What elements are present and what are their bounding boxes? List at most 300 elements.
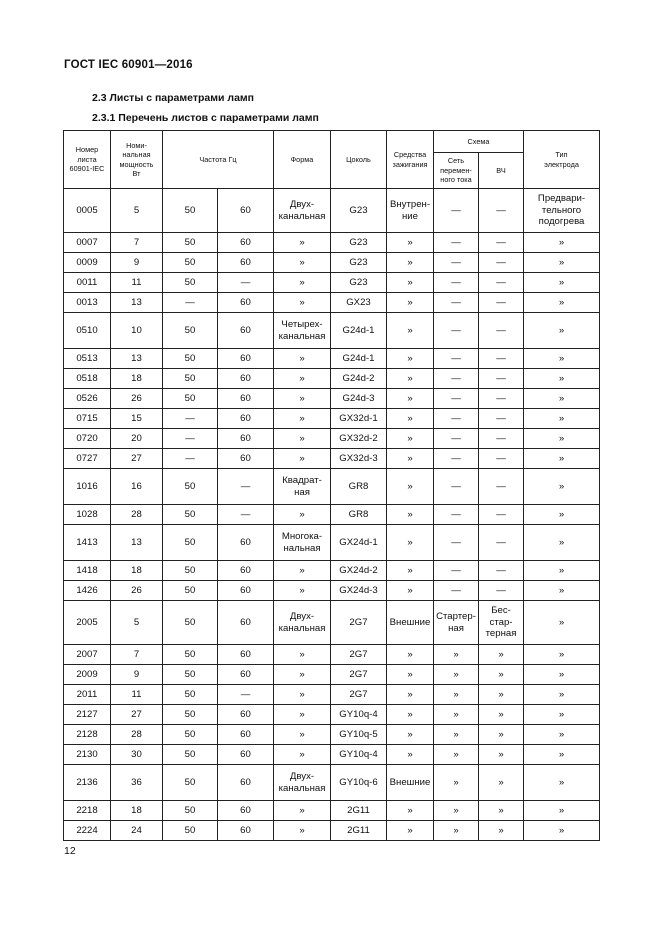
cell-sheet-number: 0005: [64, 189, 111, 233]
cell-frequency-60: 60: [218, 253, 274, 273]
cell-frequency-50: 50: [163, 253, 218, 273]
cell-electrode-type: »: [524, 253, 600, 273]
cell-sheet-number: 0013: [64, 293, 111, 313]
cell-scheme-hf: »: [479, 665, 524, 685]
cell-rated-power: 27: [111, 449, 163, 469]
cell-frequency-50: 50: [163, 665, 218, 685]
cell-frequency-50: 50: [163, 821, 218, 841]
cell-frequency-60: 60: [218, 189, 274, 233]
cell-sheet-number: 2011: [64, 685, 111, 705]
cell-sheet-number: 0518: [64, 369, 111, 389]
cell-form: Двух- канальная: [274, 189, 331, 233]
cell-electrode-type: »: [524, 821, 600, 841]
cell-scheme-hf: »: [479, 821, 524, 841]
cell-cap: G23: [331, 233, 387, 253]
cell-electrode-type: »: [524, 273, 600, 293]
cell-scheme-ac: —: [434, 273, 479, 293]
cell-electrode-type: »: [524, 469, 600, 505]
cell-ignition-means: Внутрен- ние: [387, 189, 434, 233]
cell-rated-power: 5: [111, 601, 163, 645]
table-row: [64, 645, 600, 665]
cell-sheet-number: 1418: [64, 561, 111, 581]
table-row: [64, 293, 600, 313]
table-row: [64, 801, 600, 821]
cell-scheme-hf: »: [479, 801, 524, 821]
cell-frequency-50: 50: [163, 273, 218, 293]
cell-scheme-hf: —: [479, 313, 524, 349]
cell-rated-power: 18: [111, 369, 163, 389]
cell-cap: GX24d-3: [331, 581, 387, 601]
cell-frequency-50: 50: [163, 745, 218, 765]
cell-scheme-hf: —: [479, 505, 524, 525]
cell-ignition-means: Внешние: [387, 765, 434, 801]
cell-ignition-means: »: [387, 233, 434, 253]
cell-rated-power: 5: [111, 189, 163, 233]
cell-form: »: [274, 273, 331, 293]
cell-frequency-60: 60: [218, 821, 274, 841]
cell-electrode-type: »: [524, 429, 600, 449]
cell-form: »: [274, 821, 331, 841]
cell-scheme-ac: —: [434, 429, 479, 449]
cell-form: »: [274, 293, 331, 313]
cell-frequency-50: 50: [163, 581, 218, 601]
cell-cap: GY10q-5: [331, 725, 387, 745]
table-row: [64, 349, 600, 369]
cell-scheme-hf: —: [479, 469, 524, 505]
cell-form: »: [274, 449, 331, 469]
cell-frequency-50: 50: [163, 389, 218, 409]
cell-sheet-number: 0720: [64, 429, 111, 449]
cell-rated-power: 18: [111, 561, 163, 581]
cell-electrode-type: »: [524, 389, 600, 409]
cell-sheet-number: 1426: [64, 581, 111, 601]
cell-frequency-60: 60: [218, 581, 274, 601]
cell-scheme-ac: »: [434, 801, 479, 821]
cell-frequency-50: 50: [163, 765, 218, 801]
cell-sheet-number: 2127: [64, 705, 111, 725]
cell-electrode-type: »: [524, 645, 600, 665]
cell-ignition-means: »: [387, 273, 434, 293]
cell-ignition-means: »: [387, 525, 434, 561]
cell-frequency-60: 60: [218, 705, 274, 725]
cell-frequency-50: 50: [163, 685, 218, 705]
cell-rated-power: 13: [111, 525, 163, 561]
cell-frequency-60: 60: [218, 601, 274, 645]
cell-frequency-60: 60: [218, 765, 274, 801]
cell-rated-power: 28: [111, 725, 163, 745]
table-row: [64, 253, 600, 273]
cell-electrode-type: »: [524, 581, 600, 601]
cell-ignition-means: »: [387, 705, 434, 725]
cell-scheme-ac: —: [434, 449, 479, 469]
cell-ignition-means: »: [387, 505, 434, 525]
cell-cap: GX23: [331, 293, 387, 313]
cell-scheme-ac: —: [434, 469, 479, 505]
page-number: 12: [64, 845, 76, 857]
table-row: [64, 705, 600, 725]
cell-frequency-60: 60: [218, 745, 274, 765]
cell-scheme-hf: »: [479, 645, 524, 665]
cell-sheet-number: 0715: [64, 409, 111, 429]
cell-scheme-ac: —: [434, 233, 479, 253]
cell-ignition-means: »: [387, 645, 434, 665]
cell-ignition-means: »: [387, 449, 434, 469]
cell-frequency-60: 60: [218, 369, 274, 389]
cell-cap: G23: [331, 189, 387, 233]
cell-scheme-hf: »: [479, 745, 524, 765]
cell-scheme-ac: »: [434, 645, 479, 665]
cell-cap: GX32d-2: [331, 429, 387, 449]
cell-scheme-ac: —: [434, 581, 479, 601]
cell-scheme-hf: —: [479, 525, 524, 561]
table-row: [64, 429, 600, 449]
cell-frequency-60: 60: [218, 665, 274, 685]
cell-ignition-means: »: [387, 725, 434, 745]
cell-form: »: [274, 505, 331, 525]
cell-form: »: [274, 725, 331, 745]
cell-scheme-ac: —: [434, 189, 479, 233]
cell-frequency-60: 60: [218, 313, 274, 349]
cell-sheet-number: 2007: [64, 645, 111, 665]
cell-cap: G24d-3: [331, 389, 387, 409]
cell-form: »: [274, 349, 331, 369]
cell-electrode-type: »: [524, 765, 600, 801]
cell-rated-power: 15: [111, 409, 163, 429]
cell-frequency-50: 50: [163, 645, 218, 665]
cell-frequency-50: 50: [163, 561, 218, 581]
cell-frequency-50: —: [163, 449, 218, 469]
table-row: [64, 665, 600, 685]
cell-ignition-means: »: [387, 821, 434, 841]
table-body: [64, 189, 600, 841]
table-row: [64, 369, 600, 389]
cell-form: Четырех- канальная: [274, 313, 331, 349]
cell-scheme-hf: »: [479, 685, 524, 705]
cell-frequency-50: —: [163, 293, 218, 313]
cell-cap: 2G7: [331, 645, 387, 665]
cell-sheet-number: 2128: [64, 725, 111, 745]
cell-frequency-60: 60: [218, 561, 274, 581]
header-rated-power: Номи- нальная мощность Вт: [111, 131, 163, 189]
cell-rated-power: 24: [111, 821, 163, 841]
cell-scheme-hf: —: [479, 581, 524, 601]
table-row: [64, 581, 600, 601]
cell-electrode-type: »: [524, 233, 600, 253]
cell-form: »: [274, 561, 331, 581]
cell-sheet-number: 1413: [64, 525, 111, 561]
table-row: [64, 449, 600, 469]
cell-electrode-type: »: [524, 685, 600, 705]
cell-sheet-number: 1028: [64, 505, 111, 525]
table-row: [64, 189, 600, 233]
cell-frequency-60: —: [218, 273, 274, 293]
cell-form: »: [274, 705, 331, 725]
table-row: [64, 273, 600, 293]
header-form: Форма: [274, 131, 331, 189]
table-row: [64, 313, 600, 349]
cell-frequency-60: 60: [218, 449, 274, 469]
cell-scheme-ac: —: [434, 525, 479, 561]
cell-rated-power: 7: [111, 233, 163, 253]
cell-scheme-ac: —: [434, 409, 479, 429]
cell-electrode-type: »: [524, 525, 600, 561]
cell-electrode-type: »: [524, 665, 600, 685]
cell-sheet-number: 2136: [64, 765, 111, 801]
cell-electrode-type: Предвари- тельного подогрева: [524, 189, 600, 233]
cell-sheet-number: 2218: [64, 801, 111, 821]
cell-frequency-60: —: [218, 505, 274, 525]
cell-ignition-means: »: [387, 389, 434, 409]
cell-ignition-means: »: [387, 801, 434, 821]
cell-cap: 2G7: [331, 685, 387, 705]
cell-rated-power: 9: [111, 253, 163, 273]
section-heading-2-3: 2.3 Листы с параметрами ламп: [92, 92, 255, 104]
cell-form: »: [274, 801, 331, 821]
cell-ignition-means: »: [387, 561, 434, 581]
cell-ignition-means: »: [387, 293, 434, 313]
cell-sheet-number: 0513: [64, 349, 111, 369]
cell-frequency-50: 50: [163, 313, 218, 349]
cell-scheme-hf: —: [479, 253, 524, 273]
cell-rated-power: 9: [111, 665, 163, 685]
cell-scheme-ac: —: [434, 253, 479, 273]
header-ac-network: Сеть перемен- ного тока: [434, 153, 479, 189]
cell-sheet-number: 0727: [64, 449, 111, 469]
cell-form: »: [274, 253, 331, 273]
cell-rated-power: 30: [111, 745, 163, 765]
cell-form: »: [274, 581, 331, 601]
cell-rated-power: 20: [111, 429, 163, 449]
cell-frequency-50: —: [163, 429, 218, 449]
cell-sheet-number: 2224: [64, 821, 111, 841]
table-row: [64, 685, 600, 705]
cell-frequency-50: 50: [163, 233, 218, 253]
header-high-frequency: ВЧ: [479, 153, 524, 189]
cell-sheet-number: 2130: [64, 745, 111, 765]
cell-frequency-50: 50: [163, 705, 218, 725]
cell-form: »: [274, 645, 331, 665]
header-electrode-type: Тип электрода: [524, 131, 600, 189]
cell-scheme-ac: —: [434, 369, 479, 389]
cell-scheme-ac: »: [434, 705, 479, 725]
cell-ignition-means: »: [387, 581, 434, 601]
cell-cap: GX32d-1: [331, 409, 387, 429]
cell-cap: G23: [331, 273, 387, 293]
cell-form: »: [274, 409, 331, 429]
cell-scheme-hf: »: [479, 725, 524, 745]
cell-electrode-type: »: [524, 449, 600, 469]
cell-cap: GY10q-4: [331, 705, 387, 725]
cell-cap: GX32d-3: [331, 449, 387, 469]
cell-scheme-ac: —: [434, 561, 479, 581]
cell-frequency-60: 60: [218, 293, 274, 313]
table-row: [64, 469, 600, 505]
cell-rated-power: 7: [111, 645, 163, 665]
cell-rated-power: 18: [111, 801, 163, 821]
cell-scheme-ac: »: [434, 685, 479, 705]
cell-rated-power: 11: [111, 273, 163, 293]
cell-sheet-number: 0011: [64, 273, 111, 293]
cell-ignition-means: »: [387, 469, 434, 505]
cell-cap: 2G7: [331, 601, 387, 645]
cell-cap: GY10q-4: [331, 745, 387, 765]
cell-frequency-60: 60: [218, 725, 274, 745]
cell-ignition-means: Внешние: [387, 601, 434, 645]
cell-form: »: [274, 745, 331, 765]
cell-rated-power: 11: [111, 685, 163, 705]
cell-scheme-ac: »: [434, 665, 479, 685]
cell-ignition-means: »: [387, 253, 434, 273]
cell-electrode-type: »: [524, 801, 600, 821]
cell-form: Двух- канальная: [274, 601, 331, 645]
cell-frequency-50: 50: [163, 469, 218, 505]
cell-rated-power: 27: [111, 705, 163, 725]
header-frequency: Частота Гц: [163, 131, 274, 189]
cell-scheme-ac: —: [434, 313, 479, 349]
cell-electrode-type: »: [524, 293, 600, 313]
cell-cap: 2G11: [331, 801, 387, 821]
cell-frequency-60: 60: [218, 645, 274, 665]
cell-form: »: [274, 233, 331, 253]
header-cap: Цоколь: [331, 131, 387, 189]
cell-cap: 2G11: [331, 821, 387, 841]
cell-rated-power: 10: [111, 313, 163, 349]
cell-scheme-ac: —: [434, 349, 479, 369]
cell-electrode-type: »: [524, 505, 600, 525]
cell-cap: 2G7: [331, 665, 387, 685]
cell-scheme-hf: —: [479, 349, 524, 369]
cell-rated-power: 26: [111, 389, 163, 409]
cell-scheme-hf: »: [479, 705, 524, 725]
cell-sheet-number: 0007: [64, 233, 111, 253]
cell-electrode-type: »: [524, 349, 600, 369]
cell-cap: GR8: [331, 505, 387, 525]
cell-form: Многока- нальная: [274, 525, 331, 561]
cell-sheet-number: 2009: [64, 665, 111, 685]
cell-electrode-type: »: [524, 313, 600, 349]
cell-cap: G24d-1: [331, 313, 387, 349]
table-row: [64, 561, 600, 581]
cell-cap: G24d-2: [331, 369, 387, 389]
cell-ignition-means: »: [387, 313, 434, 349]
cell-rated-power: 36: [111, 765, 163, 801]
cell-form: »: [274, 685, 331, 705]
cell-frequency-60: 60: [218, 409, 274, 429]
table-row: [64, 745, 600, 765]
cell-scheme-hf: —: [479, 293, 524, 313]
cell-scheme-ac: —: [434, 389, 479, 409]
cell-frequency-50: 50: [163, 369, 218, 389]
table-row: [64, 525, 600, 561]
cell-scheme-ac: —: [434, 505, 479, 525]
cell-ignition-means: »: [387, 369, 434, 389]
cell-form: Двух- канальная: [274, 765, 331, 801]
cell-ignition-means: »: [387, 665, 434, 685]
cell-scheme-hf: —: [479, 189, 524, 233]
cell-frequency-60: 60: [218, 429, 274, 449]
cell-scheme-ac: »: [434, 745, 479, 765]
cell-sheet-number: 1016: [64, 469, 111, 505]
header-sheet-number: Номер листа 60901-IEC: [64, 131, 111, 189]
cell-electrode-type: »: [524, 601, 600, 645]
header-ignition-means: Средства зажигания: [387, 131, 434, 189]
cell-scheme-hf: —: [479, 369, 524, 389]
cell-sheet-number: 0526: [64, 389, 111, 409]
table-row: [64, 409, 600, 429]
cell-sheet-number: 0009: [64, 253, 111, 273]
cell-rated-power: 13: [111, 293, 163, 313]
cell-ignition-means: »: [387, 429, 434, 449]
cell-ignition-means: »: [387, 349, 434, 369]
cell-frequency-50: 50: [163, 801, 218, 821]
section-heading-2-3-1: 2.3.1 Перечень листов с параметрами ламп: [92, 112, 319, 124]
cell-electrode-type: »: [524, 369, 600, 389]
cell-electrode-type: »: [524, 409, 600, 429]
table-row: [64, 725, 600, 745]
cell-scheme-hf: —: [479, 233, 524, 253]
cell-frequency-60: —: [218, 685, 274, 705]
cell-cap: GX24d-1: [331, 525, 387, 561]
cell-scheme-ac: »: [434, 765, 479, 801]
cell-form: »: [274, 389, 331, 409]
cell-scheme-hf: —: [479, 409, 524, 429]
cell-ignition-means: »: [387, 685, 434, 705]
cell-electrode-type: »: [524, 561, 600, 581]
cell-rated-power: 28: [111, 505, 163, 525]
cell-form: Квадрат- ная: [274, 469, 331, 505]
cell-scheme-hf: —: [479, 561, 524, 581]
cell-frequency-50: 50: [163, 505, 218, 525]
cell-scheme-ac: »: [434, 725, 479, 745]
cell-frequency-60: 60: [218, 389, 274, 409]
cell-electrode-type: »: [524, 705, 600, 725]
cell-cap: G23: [331, 253, 387, 273]
cell-ignition-means: »: [387, 745, 434, 765]
cell-rated-power: 16: [111, 469, 163, 505]
cell-scheme-ac: Стартер- ная: [434, 601, 479, 645]
cell-frequency-50: —: [163, 409, 218, 429]
cell-electrode-type: »: [524, 725, 600, 745]
cell-scheme-hf: »: [479, 765, 524, 801]
cell-frequency-60: 60: [218, 233, 274, 253]
cell-frequency-60: 60: [218, 801, 274, 821]
cell-ignition-means: »: [387, 409, 434, 429]
cell-frequency-50: 50: [163, 189, 218, 233]
table-row: [64, 601, 600, 645]
table-row: [64, 389, 600, 409]
cell-cap: GR8: [331, 469, 387, 505]
table-row: [64, 233, 600, 253]
cell-form: »: [274, 665, 331, 685]
cell-rated-power: 26: [111, 581, 163, 601]
cell-cap: GX24d-2: [331, 561, 387, 581]
cell-sheet-number: 0510: [64, 313, 111, 349]
table-row: [64, 505, 600, 525]
cell-scheme-hf: —: [479, 273, 524, 293]
cell-cap: G24d-1: [331, 349, 387, 369]
cell-rated-power: 13: [111, 349, 163, 369]
cell-scheme-hf: Бес- стар- терная: [479, 601, 524, 645]
cell-frequency-60: 60: [218, 349, 274, 369]
cell-frequency-60: 60: [218, 525, 274, 561]
cell-cap: GY10q-6: [331, 765, 387, 801]
cell-scheme-hf: —: [479, 449, 524, 469]
cell-frequency-50: 50: [163, 601, 218, 645]
cell-sheet-number: 2005: [64, 601, 111, 645]
cell-scheme-hf: —: [479, 389, 524, 409]
cell-electrode-type: »: [524, 745, 600, 765]
table-row: [64, 765, 600, 801]
